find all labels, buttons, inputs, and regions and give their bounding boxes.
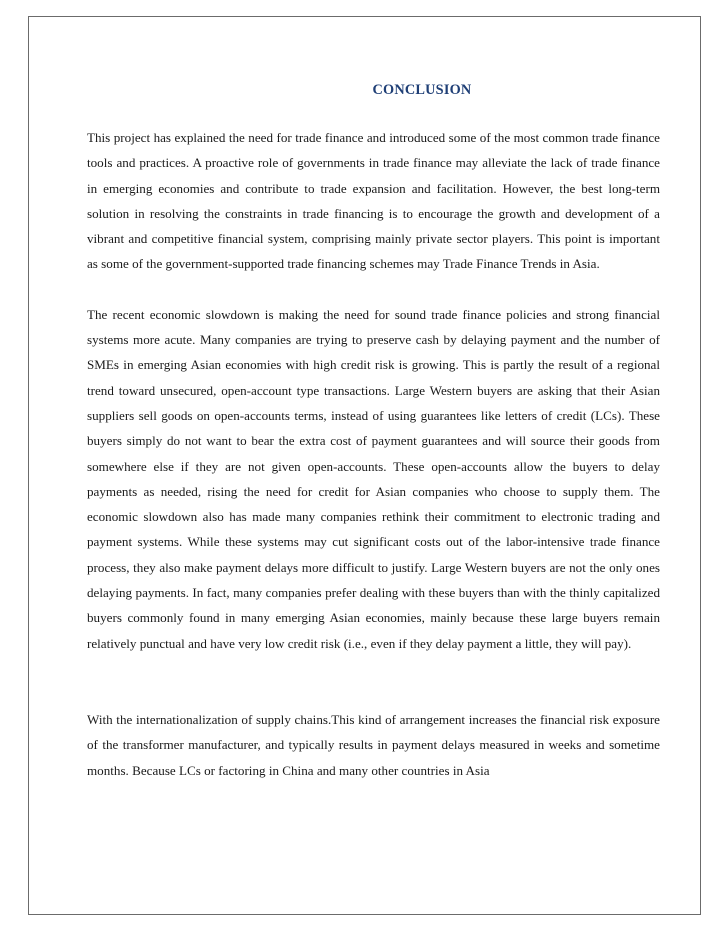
paragraph-1: This project has explained the need for trade finance and introduced some of the most common trade finance tools and practices. A proactive role of governments in trade finance may alleviate the lack of trade finance in emerging economies and contribute to trade expansion and facilitation. However, the best long-term solution in resolving the constraints in trade financing is to encourage the growth and development of a vibrant and competitive financial system, comprising mainly private sector players. This point is important as some of the government-supported trade financing schemes may Trade Finance Trends in Asia. — [87, 130, 660, 272]
paragraph-3: With the internationalization of supply chains.This kind of arrangement increases the financial risk exposure of the transformer manufacturer, and typically results in payment delays measured in weeks and sometime months. Because LCs or factoring in China and many other countries in Asia — [87, 711, 660, 778]
paragraph-2: The recent economic slowdown is making the need for sound trade finance policies and strong financial systems more acute. Many companies are trying to preserve cash by delaying payment and the number of SMEs in emerging Asian economies with high credit risk is growing. This is partly the result of a regional trend toward unsecured, open-account type transactions. Large Western buyers are asking that their Asian suppliers sell goods on open-accounts terms, instead of using guarantees like letters of credit (LCs). These buyers simply do not want to bear the extra cost of payment guarantees and will source their goods from somewhere else if they are not given open-accounts. These open-accounts allow the buyers to delay payments as needed, rising the need for credit for Asian companies who choose to supply them. The economic slowdown also has made many companies rethink their commitment to electronic trading and payment systems. While these systems may cut significant costs out of the labor-intensive trade finance process, they also make payment delays more difficult to justify. Large Western buyers are not the only ones delaying payments. In fact, many companies prefer dealing with these buyers than with the thinly capitalized buyers commonly found in many emerging Asian economies, mainly because these large buyers remain relatively punctual and have very low credit risk (i.e., even if they delay payment a little, they will pay). — [87, 306, 660, 651]
page-title: CONCLUSION — [372, 82, 472, 98]
document-body — [87, 82, 660, 783]
